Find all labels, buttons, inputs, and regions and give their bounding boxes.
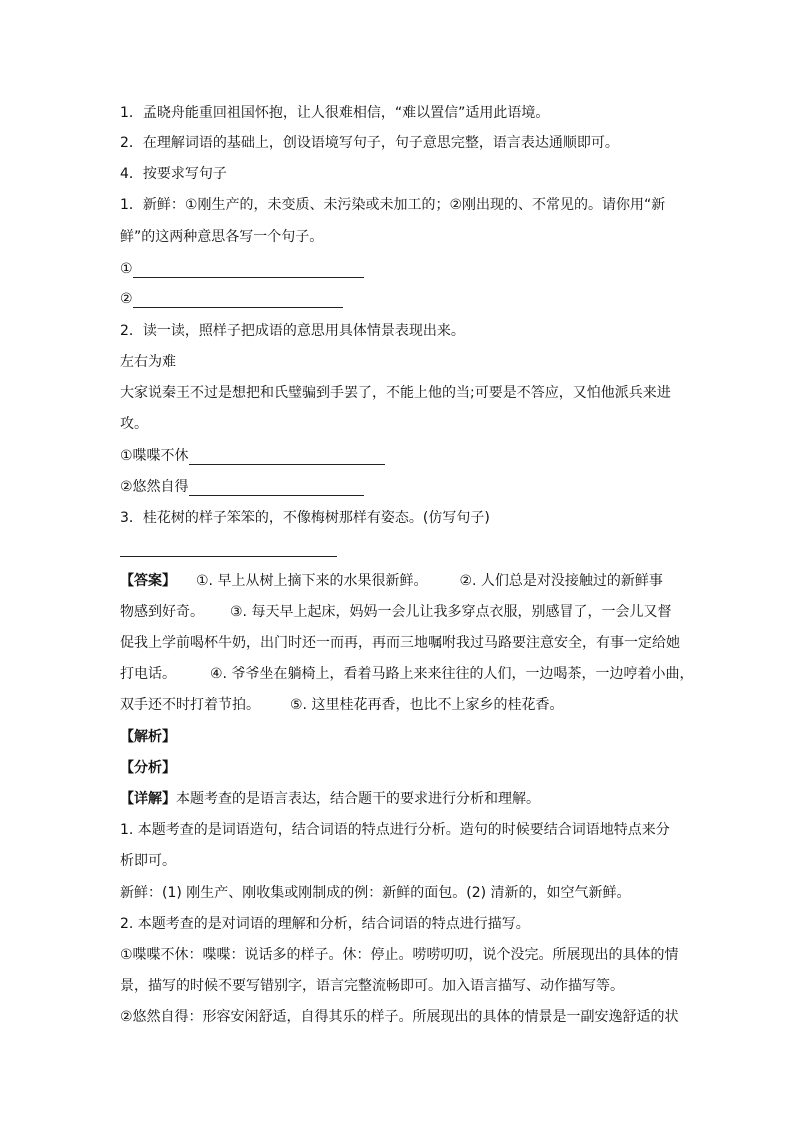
answer-line: 促我上学前喝杯牛奶，出门时还一而再，再而三地嘱咐我过马路要注意安全，有事一定给她 (120, 635, 680, 651)
answer-line (120, 665, 693, 683)
text-line: 大家说秦王不过是想把和氏璧骗到手罢了，不能上他的当;可要是不答应，又怕他派兵来进 (120, 385, 671, 401)
text-line: 2．读一读，照样子把成语的意思用具体情景表现出来。 (120, 323, 465, 339)
detail-text: 本题考查的是语言表达，结合题干的要求进行分析和理解。 (176, 791, 540, 807)
text-line: 新鲜：(1) 刚生产、刚收集或刚制成的例：新鲜的面包。(2) 清新的，如空气新鲜。 (120, 885, 631, 901)
text-line: 3．桂花树的样子笨笨的，不像梅树那样有姿态。(仿写句子) (120, 510, 490, 526)
text-line: 1. 本题考查的是词语造句，结合词语的特点进行分析。造句的时候要结合词语地特点来分 (120, 822, 670, 838)
fill-in-line (120, 290, 343, 308)
text-line: 4．按要求写句子 (120, 166, 227, 182)
answer-text: ⑤. 这里桂花再香，也比不上家乡的桂花香。 (290, 697, 564, 713)
section-heading: 【详解】 (120, 791, 176, 807)
idiom-label: ②悠然自得 (120, 479, 189, 495)
fill-in-line (120, 478, 364, 496)
answer-text: ③. 每天早上起床，妈妈一会儿让我多穿点衣服，别感冒了，一会儿又督 (230, 604, 672, 620)
answer-blank[interactable] (189, 450, 385, 465)
text-line: ①喋喋不休：喋喋：说话多的样子。休：停止。唠唠叨叨，说个没完。所展现出的具体的情 (120, 947, 679, 963)
text-line: 析即可。 (120, 853, 176, 869)
text-line: 攻。 (120, 416, 148, 432)
answer-text: ④. 爷爷坐在躺椅上，看着马路上来来往往的人们，一边喝茶，一边哼着小曲， (210, 666, 694, 682)
section-heading: 【分析】 (120, 760, 176, 776)
text-line: ②悠然自得：形容安闲舒适，自得其乐的样子。所展现出的具体的情景是一副安逸舒适的状 (120, 1009, 679, 1025)
text-line: 2. 本题考查的是对词语的理解和分析，结合词语的特点进行描写。 (120, 916, 530, 932)
answer-blank[interactable] (133, 263, 364, 278)
text-line: 左右为难 (120, 354, 176, 370)
fill-in-line (120, 260, 364, 278)
answer-blank[interactable] (133, 293, 343, 308)
fill-in-line (120, 447, 385, 465)
detail-line (120, 790, 540, 808)
answer-text: 物感到好奇。 (120, 604, 204, 620)
answer-blank[interactable] (189, 481, 364, 496)
answer-line (120, 696, 563, 714)
answer-line (120, 603, 671, 621)
text-line: 1．新鲜：①刚生产的，未变质、未污染或未加工的；②刚出现的、不常见的。请你用“新 (120, 197, 666, 213)
answer-blank[interactable] (120, 555, 337, 557)
answer-text: 双手还不时打着节拍。 (120, 697, 260, 713)
answer-line (120, 572, 663, 590)
answer-text: ①. 早上从树上摘下来的水果很新鲜。 (196, 573, 428, 589)
answer-text: 打电话。 (120, 666, 176, 682)
idiom-label: ①喋喋不休 (120, 448, 189, 464)
text-line: 1．孟晓舟能重回祖国怀抱，让人很难相信，“难以置信”适用此语境。 (120, 105, 550, 121)
marker: ② (120, 291, 133, 307)
marker: ① (120, 261, 133, 277)
answer-text: ②. 人们总是对没接触过的新鲜事 (459, 573, 663, 589)
text-line: 2．在理解词语的基础上，创设语境写句子，句子意思完整，语言表达通顺即可。 (120, 135, 619, 151)
answer-label: 【答案】 (120, 573, 176, 589)
text-line: 鲜”的这两种意思各写一个句子。 (120, 229, 324, 245)
section-heading: 【解析】 (120, 729, 176, 745)
text-line: 景，描写的时候不要写错别字，语言完整流畅即可。加入语言描写、动作描写等。 (120, 978, 624, 994)
